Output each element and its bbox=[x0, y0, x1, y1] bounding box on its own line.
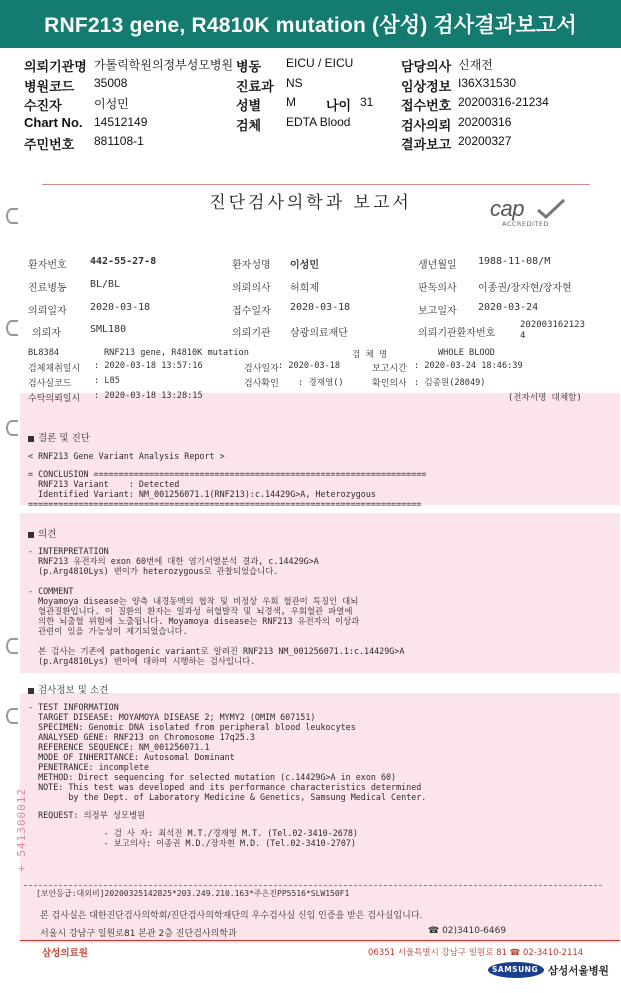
red-rule bbox=[20, 940, 620, 941]
conclusion-line: RNF213 Variant : Detected bbox=[28, 479, 180, 489]
value: 31 bbox=[360, 95, 374, 110]
label: 의뢰기관 bbox=[232, 328, 271, 339]
info-line: REFERENCE SEQUENCE: NM_001256071.1 bbox=[28, 742, 210, 752]
value: 1988-11-08/M bbox=[478, 256, 551, 267]
value: : 2020-03-18 13:57:16 bbox=[94, 361, 203, 371]
header-row bbox=[24, 56, 614, 76]
info-line: - 보고의사: 이종권 M.D./장자현 M.D. (Tel.02-3410-2707) bbox=[28, 838, 356, 848]
label: 판독의사 bbox=[418, 283, 457, 294]
value: 202003162123 4 bbox=[520, 320, 586, 341]
label: 진료병동 bbox=[28, 283, 67, 294]
opinion-line: Moyamoya disease는 양측 내경동맥의 협착 및 비정상 우회 혈관이 특징인 대뇌 bbox=[28, 596, 359, 606]
label: 보고시간 bbox=[372, 364, 407, 374]
value: I36X31530 bbox=[458, 75, 517, 90]
address-line: 서울시 강남구 일원로81 본관 2층 진단검사의학과 bbox=[40, 929, 237, 939]
label: 주민번호 bbox=[24, 137, 75, 153]
opinion-line: 관련이 있을 가능성이 제기되었습니다. bbox=[28, 626, 188, 636]
square-bullet-icon bbox=[28, 688, 34, 694]
vertical-code: + 541300012 bbox=[15, 788, 28, 872]
header-info bbox=[24, 56, 614, 154]
square-bullet-icon bbox=[28, 436, 34, 442]
label: 검사확인 bbox=[244, 379, 279, 389]
hospital-name: 삼성서울병원 bbox=[548, 965, 609, 977]
label: 환자성명 bbox=[232, 260, 271, 271]
label: 성별 bbox=[236, 98, 262, 114]
value: 881108-1 bbox=[94, 134, 144, 149]
report-title: RNF213 gene, R4810K mutation (삼성) 검사결과보고서 bbox=[0, 0, 621, 48]
opinion-line: (p.Arg4810Lys) 변이가 heterozygous로 관찰되었습니다. bbox=[28, 566, 279, 576]
label: 수진자 bbox=[24, 98, 62, 114]
cap-accredited-logo bbox=[488, 198, 570, 228]
value: 14512149 bbox=[94, 114, 148, 129]
value: 442-55-27-8 bbox=[90, 256, 157, 267]
label: 의뢰일자 bbox=[28, 306, 67, 317]
opinion-line: 혈관질환입니다. 이 질환의 환자는 일과성 허혈발작 및 뇌경색, 우회혈관 파열에 bbox=[28, 606, 353, 616]
header-row bbox=[24, 115, 614, 135]
info-line: MODE OF INHERITANCE: Autosomal Dominant bbox=[28, 752, 235, 762]
binder-ring bbox=[6, 420, 18, 436]
value: : 김종원(28049) bbox=[414, 378, 486, 388]
logo-sub: ACCREDITED bbox=[502, 220, 550, 228]
esign-note: (전자서명 대체함) bbox=[508, 393, 582, 403]
value: 20200316-21234 bbox=[458, 95, 549, 110]
info-line: METHOD: Direct sequencing for selected mutation (c.14429G>A in exon 60) bbox=[28, 772, 397, 782]
label: 의뢰기관명 bbox=[24, 59, 87, 74]
label: 생년월일 bbox=[418, 260, 457, 271]
value: 이성민 bbox=[290, 260, 319, 271]
conclusion-line: < RNF213 Gene Variant Analysis Report > bbox=[28, 451, 225, 461]
value: 2020-03-18 bbox=[90, 302, 151, 313]
label: 의뢰기관환자번호 bbox=[418, 328, 496, 339]
security-line: [보안등급:대외비]20200325142825*203.249.210.163*주은진PP5516*SLW150F1 bbox=[36, 889, 350, 898]
label: 진료과 bbox=[236, 78, 274, 94]
order-test: RNF213 gene, R4810K mutation bbox=[104, 348, 249, 358]
conclusion-line: Identified Variant: NM_001256071.1(RNF213):c.14429G>A, Heterozygous bbox=[28, 489, 376, 499]
value: M bbox=[286, 95, 296, 110]
label: 담당의사 bbox=[401, 59, 452, 74]
logo-text: cap bbox=[490, 196, 524, 221]
value: 신재전 bbox=[458, 58, 493, 72]
square-bullet-icon bbox=[28, 532, 34, 538]
value: SML180 bbox=[90, 324, 127, 335]
info-line: ANALYSED GENE: RNF213 on Chromosome 17q25.3 bbox=[28, 732, 255, 742]
section-conclusion-title bbox=[28, 430, 90, 444]
checkmark-icon bbox=[536, 198, 566, 220]
label: 검체 bbox=[236, 117, 262, 133]
value: : 2020-03-18 13:28:15 bbox=[94, 391, 203, 401]
value: 20200327 bbox=[458, 134, 512, 149]
specimen-label: 검 체 명 bbox=[352, 350, 388, 360]
binder-ring bbox=[6, 208, 18, 224]
value: 가톨릭학원의정부성모병원 bbox=[94, 58, 234, 72]
info-line: PENETRANCE: incomplete bbox=[28, 762, 150, 772]
label: Chart No. bbox=[24, 114, 83, 130]
report-scan bbox=[0, 168, 621, 993]
certify-line: 본 검사실은 대한진단검사의학회/진단검사의학재단의 우수검사실 신임 인증을 받은 검사실입니다. bbox=[40, 911, 423, 921]
info-line: TARGET DISEASE: MOYAMOYA DISEASE 2; MYMY2 (OMIM 607151) bbox=[28, 712, 316, 722]
section-title: 의견 bbox=[38, 529, 57, 540]
label: 임상정보 bbox=[401, 78, 452, 94]
value: 2020-03-18 bbox=[290, 302, 351, 313]
top-rule bbox=[42, 184, 590, 185]
label: 병동 bbox=[236, 59, 262, 74]
label: 결과보고 bbox=[401, 137, 452, 153]
opinion-line: (p.Arg4810Lys) 변이에 대하여 시행하는 검사입니다. bbox=[28, 656, 256, 666]
info-line: SPECIMEN: Genomic DNA isolated from peripheral blood leukocytes bbox=[28, 722, 356, 732]
info-line: NOTE: This test was developed and its performance characteristics determined bbox=[28, 782, 422, 792]
value: 35008 bbox=[94, 75, 128, 90]
label: 접수번호 bbox=[401, 98, 452, 114]
value: : 2020-03-24 18:46:39 bbox=[414, 361, 523, 371]
report-heading: 진단검사의학과 보고서 bbox=[209, 193, 412, 213]
section-title: 검사정보 및 소견 bbox=[38, 685, 109, 696]
binder-ring bbox=[6, 320, 18, 336]
info-line: - 검 사 자: 최석진 M.T./경재영 M.T. (Tel.02-3410-2678) bbox=[28, 828, 358, 838]
label: 검사실코드 bbox=[28, 379, 72, 389]
value: EICU / EICU bbox=[286, 56, 354, 70]
value: : L85 bbox=[94, 376, 120, 386]
samsung-logo-text: SAMSUNG bbox=[492, 965, 539, 974]
value: EDTA Blood bbox=[286, 114, 351, 129]
conclusion-line: ============================================================================== bbox=[28, 499, 422, 509]
header-row bbox=[24, 76, 614, 96]
value: 이종권/장자현/장자현 bbox=[478, 283, 572, 294]
info-line: - TEST INFORMATION bbox=[28, 702, 119, 712]
label: 보고일자 bbox=[418, 306, 457, 317]
label: 검사일자 bbox=[244, 364, 279, 374]
header-row bbox=[24, 134, 614, 154]
value: : 경재영() bbox=[298, 378, 344, 388]
value: : 2020-03-18 bbox=[278, 361, 341, 371]
value: 허희제 bbox=[290, 283, 319, 294]
label: 나이 bbox=[326, 98, 352, 114]
label: 접수일자 bbox=[232, 306, 271, 317]
opinion-line: - INTERPRETATION bbox=[28, 546, 109, 556]
info-line: REQUEST: 의정부 성모병원 bbox=[28, 810, 146, 820]
order-code: BL8384 bbox=[28, 348, 60, 358]
label: 수탁의뢰일시 bbox=[28, 394, 81, 404]
value: NS bbox=[286, 75, 303, 90]
phone-line: ☎ 02)3410-6469 bbox=[428, 926, 507, 936]
binder-ring bbox=[6, 638, 18, 654]
label: 확인의사 bbox=[372, 379, 407, 389]
label: 병원코드 bbox=[24, 78, 75, 94]
brand-name: 삼성의료원 bbox=[42, 948, 88, 959]
value: 20200316 bbox=[458, 114, 512, 129]
label: 의뢰의사 bbox=[232, 283, 271, 294]
label: 검체채취일시 bbox=[28, 364, 81, 374]
value: 이성민 bbox=[94, 97, 129, 112]
value: 삼광의료재단 bbox=[290, 328, 348, 339]
label: 의뢰자 bbox=[32, 328, 61, 339]
section-testinfo-title bbox=[28, 682, 108, 696]
opinion-line: 본 검사는 기존에 pathogenic variant로 알려진 RNF213 NM_001256071.1:c.14429G>A bbox=[28, 646, 405, 656]
value: 2020-03-24 bbox=[478, 302, 539, 313]
section-title: 결론 및 진단 bbox=[38, 433, 90, 444]
opinion-line: - COMMENT bbox=[28, 586, 74, 596]
section-opinion-title bbox=[28, 526, 56, 540]
label: 검사의뢰 bbox=[401, 117, 452, 133]
binder-ring bbox=[6, 708, 18, 724]
specimen-value: WHOLE BLOOD bbox=[438, 348, 495, 358]
brand-address: 06351 서울특별시 강남구 일원로 81 ☎ 02-3410-2114 bbox=[368, 948, 584, 958]
label: 환자번호 bbox=[28, 260, 67, 271]
info-line: by the Dept. of Laboratory Medicine & Genetics, Samsung Medical Center. bbox=[28, 792, 427, 802]
footer-rule bbox=[24, 885, 602, 886]
opinion-line: RNF213 유전자의 exon 60번에 대한 염기서열분석 결과, c.14429G>A bbox=[28, 556, 319, 566]
conclusion-line: = CONCLUSION ================================================================== bbox=[28, 469, 427, 479]
value: BL/BL bbox=[90, 279, 121, 290]
opinion-line: 의한 뇌출혈 위험에 노출됩니다. Moyamoya disease는 RNF213 유전자의 이상과 bbox=[28, 616, 360, 626]
header-row bbox=[24, 95, 614, 115]
